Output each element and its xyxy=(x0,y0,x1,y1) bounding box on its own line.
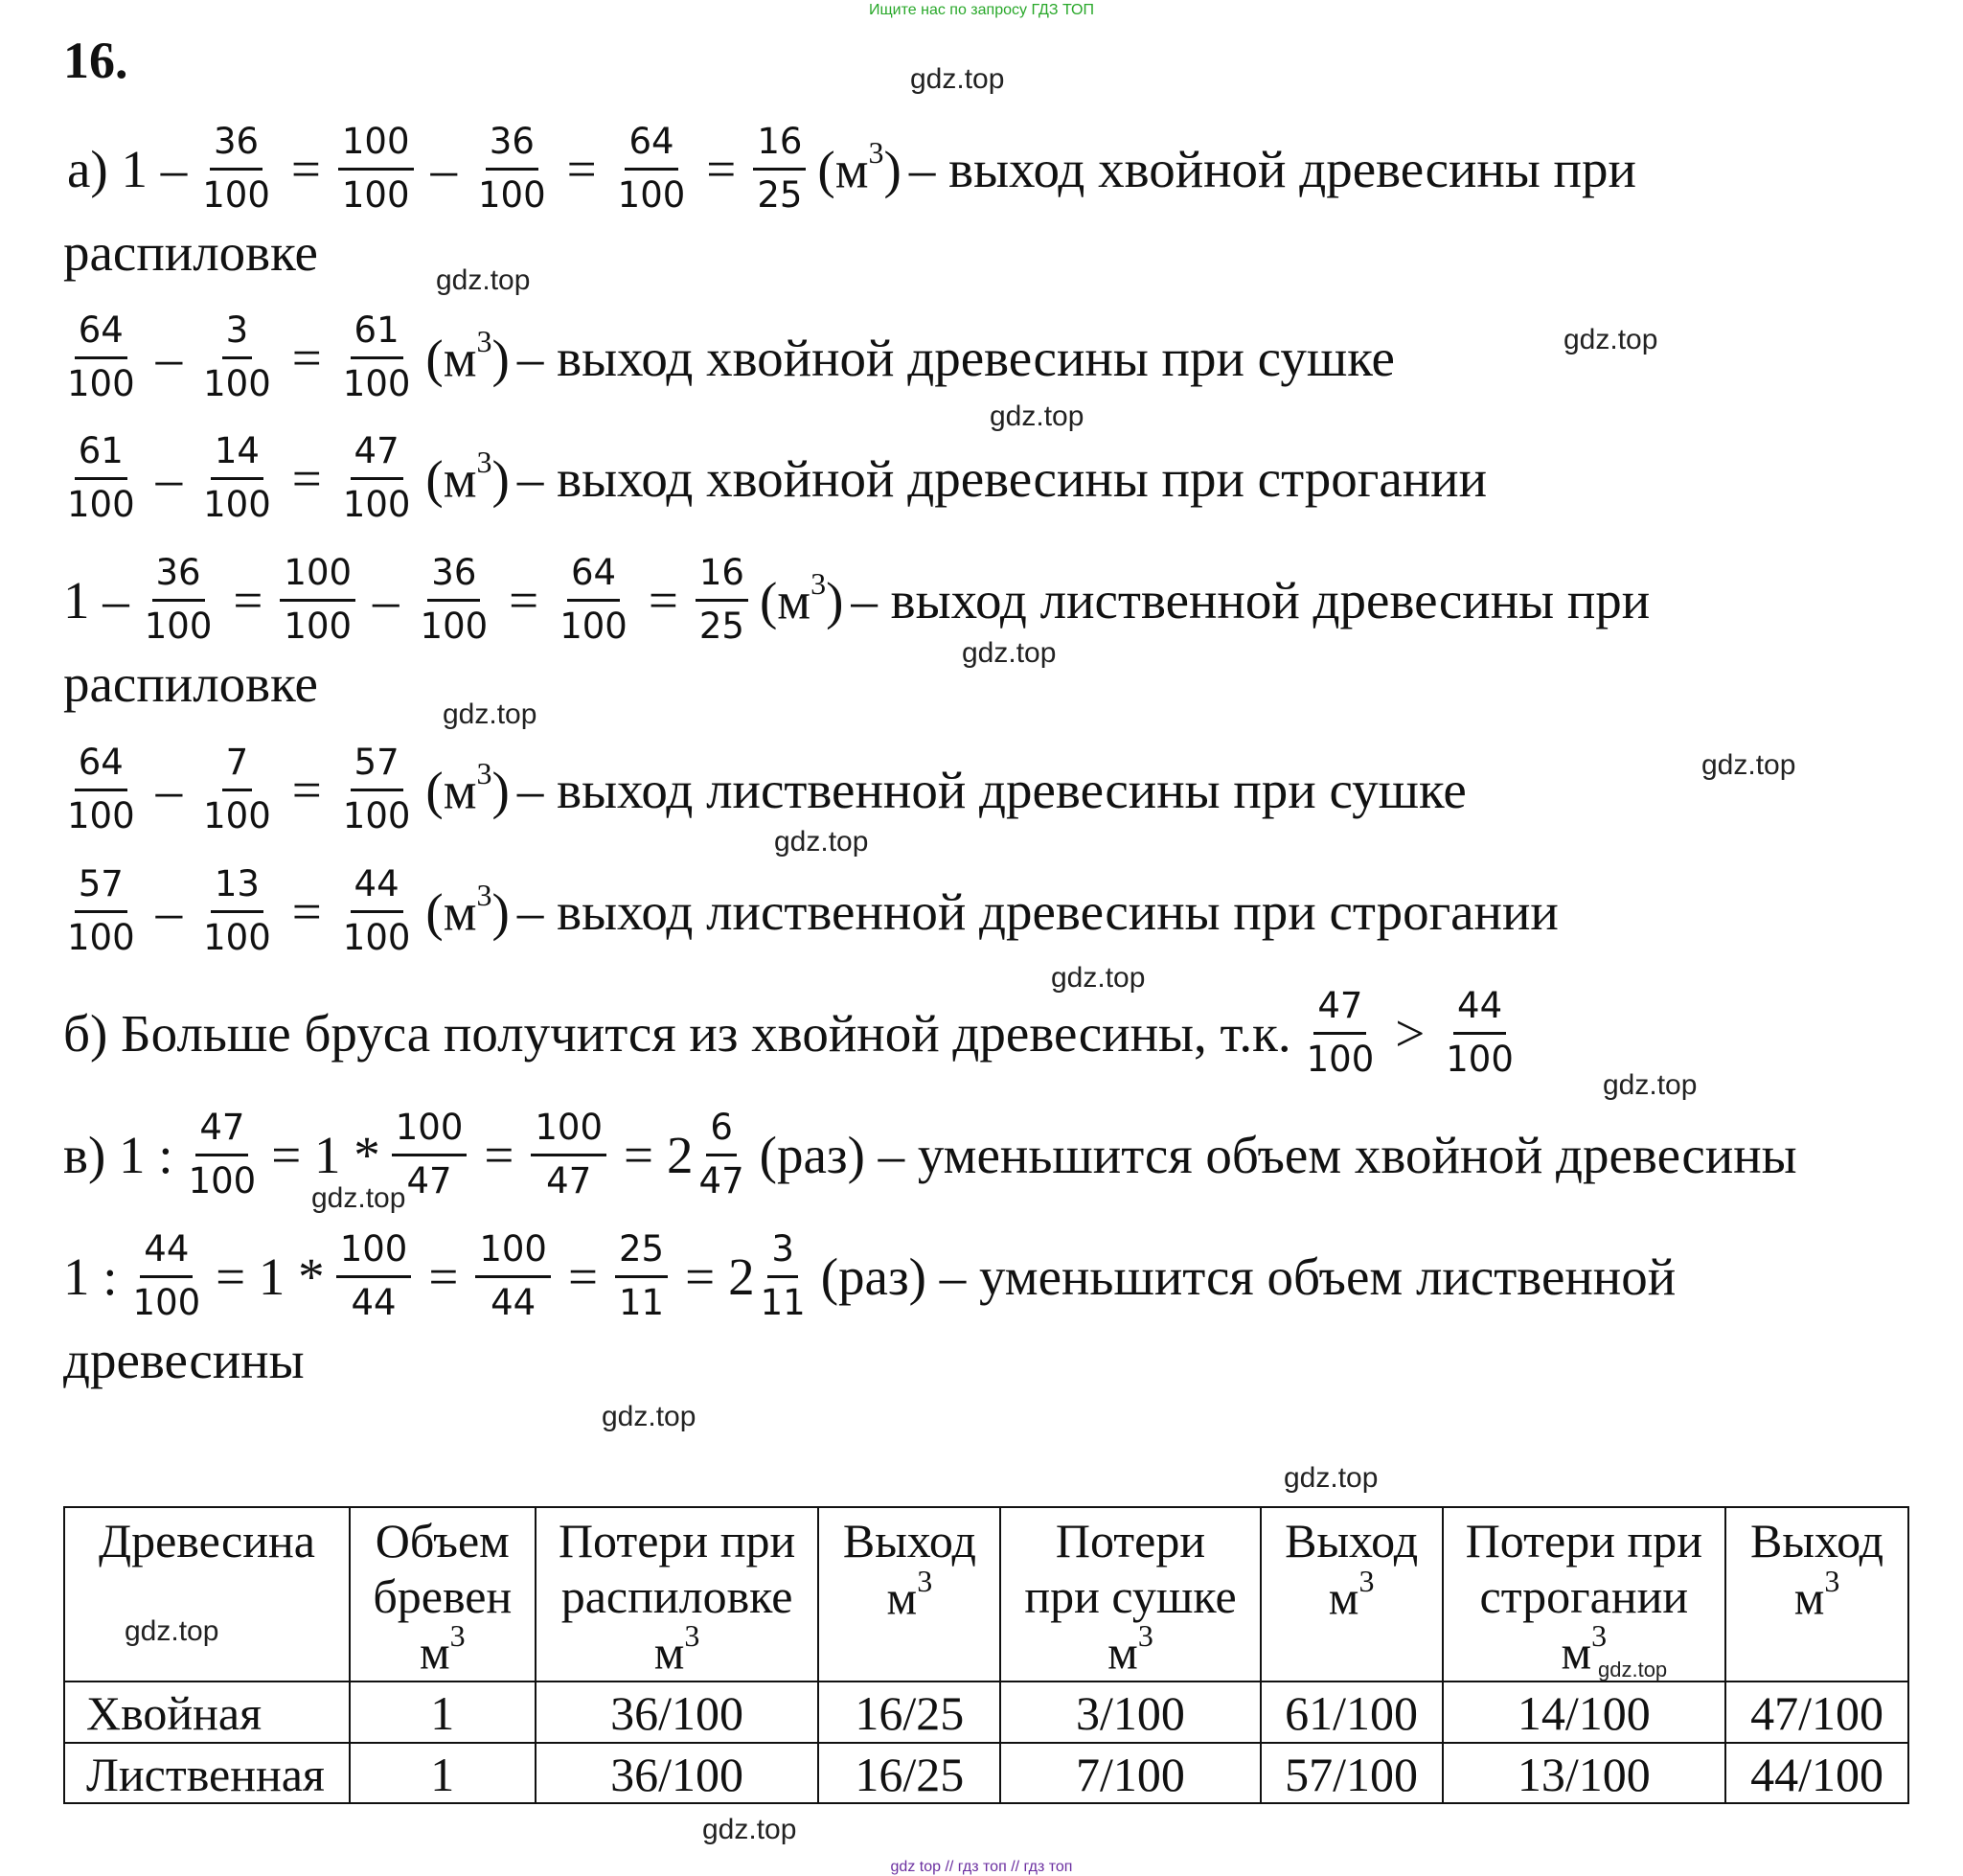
table-cell: 3/100 xyxy=(1000,1682,1260,1743)
description: – выход лиственной древесины при сушке xyxy=(516,760,1467,819)
unit: $(м^3)$ xyxy=(425,323,510,387)
fraction: $\frac{47}{100}$ xyxy=(188,1107,257,1201)
part-a-line-4: 1 – $\frac{36}{100}$ = $\frac{100}{100}$ – $\frac{36}{100}$ = $\frac{64}{100}$ = $\frac{16}{25}$ $(м^3)$ – выход лиственной древесины при xyxy=(63,552,1651,647)
fraction: $\frac{57}{100}$ xyxy=(342,742,411,836)
description: – выход хвойной древесины при сушке xyxy=(516,328,1395,387)
footer-links[interactable]: gdz top // гдз топ // гдз топ xyxy=(890,1859,1073,1875)
fraction: $\frac{25}{11}$ xyxy=(615,1230,668,1322)
table-header-row xyxy=(64,1507,1908,1682)
fraction: $\frac{44}{100}$ xyxy=(1446,985,1514,1080)
fraction: $\frac{64}{100}$ xyxy=(67,309,135,404)
unit: $(м^3)$ xyxy=(425,444,510,508)
part-c-line-2-cont: древесины xyxy=(63,1331,305,1389)
table-row xyxy=(64,1682,1908,1743)
watermark: gdz.top xyxy=(1598,1658,1668,1682)
table-cell: 7/100 xyxy=(1000,1743,1260,1804)
fraction: $\frac{44}{100}$ xyxy=(132,1228,201,1323)
part-a-line-1-cont: распиловке xyxy=(63,223,318,282)
wood-yield-table xyxy=(63,1506,1909,1804)
watermark: gdz.top xyxy=(443,698,537,730)
description: (раз) – уменьшится объем лиственной xyxy=(820,1247,1677,1306)
part-c-line-2: 1 : $\frac{44}{100}$ = 1 * $\frac{100}{44}$ = $\frac{100}{44}$ = $\frac{25}{11}$ = 2 $\frac{3}{11}$ (раз) – уменьшится объем лиственной xyxy=(63,1228,1677,1323)
table-cell: 57/100 xyxy=(1261,1743,1443,1804)
watermark: gdz.top xyxy=(774,826,869,858)
fraction: $\frac{100}{44}$ xyxy=(475,1230,551,1322)
description: – выход хвойной древесины при строгании xyxy=(516,448,1488,508)
unit: $(м^3)$ xyxy=(425,877,510,941)
watermark: gdz.top xyxy=(1564,324,1658,355)
fraction: $\frac{100}{100}$ xyxy=(280,554,355,646)
watermark: gdz.top xyxy=(1603,1069,1698,1101)
prefix: 1 : xyxy=(63,1247,118,1306)
prefix: а) 1 – xyxy=(67,139,188,198)
table-cell: 1 xyxy=(350,1743,536,1804)
header-cell: Потери при распиловке $м^3$ xyxy=(536,1507,819,1682)
search-banner[interactable]: Ищите нас по запросу ГДЗ ТОП xyxy=(869,2,1094,18)
header-cell: Выход $м^3$ xyxy=(1261,1507,1443,1682)
fraction: $\frac{16}{25}$ xyxy=(753,123,806,215)
table-cell: 13/100 xyxy=(1443,1743,1726,1804)
watermark: gdz.top xyxy=(990,400,1084,432)
unit: $(м^3)$ xyxy=(759,565,844,629)
part-a-line-4-cont: распиловке xyxy=(63,654,318,713)
prefix: в) 1 : xyxy=(63,1125,173,1184)
part-b: б) Больше бруса получится из хвойной древесины, т.к. $\frac{47}{100}$ > $\frac{44}{100}$ xyxy=(63,987,1525,1079)
header-cell: Объем бревен $м^3$ xyxy=(350,1507,536,1682)
fraction: $\frac{36}{100}$ xyxy=(202,121,270,216)
fraction: $\frac{16}{25}$ xyxy=(696,554,748,646)
table-cell: 47/100 xyxy=(1725,1682,1908,1743)
fraction: $\frac{14}{100}$ xyxy=(203,430,271,525)
fraction: $\frac{100}{47}$ xyxy=(531,1109,606,1201)
fraction: $\frac{47}{100}$ xyxy=(342,430,411,525)
fraction: $\frac{64}{100}$ xyxy=(67,742,135,836)
table-cell: 16/25 xyxy=(818,1682,1000,1743)
watermark: gdz.top xyxy=(1051,962,1146,994)
table-cell: 1 xyxy=(350,1682,536,1743)
header-cell: Древесина xyxy=(64,1507,350,1682)
fraction: $\frac{13}{100}$ xyxy=(203,863,271,958)
table-cell: 14/100 xyxy=(1443,1682,1726,1743)
fraction: $\frac{57}{100}$ xyxy=(67,863,135,958)
fraction: $\frac{61}{100}$ xyxy=(342,309,411,404)
part-a-line-6: $\frac{57}{100}$ – $\frac{13}{100}$ = $\frac{44}{100}$ $(м^3)$ – выход лиственной древесины при строгании xyxy=(63,865,1563,957)
part-c-line-1: в) 1 : $\frac{47}{100}$ = 1 * $\frac{100}{47}$ = $\frac{100}{47}$ = 2 $\frac{6}{47}$ (раз) – уменьшится объем хвойной древесины xyxy=(63,1107,1797,1201)
fraction: $\frac{64}{100}$ xyxy=(617,121,686,216)
fraction: $\frac{36}{100}$ xyxy=(478,121,546,216)
unit: $(м^3)$ xyxy=(817,134,902,198)
description: – выход хвойной древесины при xyxy=(908,139,1636,198)
fraction: $\frac{61}{100}$ xyxy=(67,430,135,525)
fraction: $\frac{47}{100}$ xyxy=(1306,985,1375,1080)
fraction: $\frac{7}{100}$ xyxy=(203,742,271,836)
fraction: $\frac{3}{100}$ xyxy=(203,309,271,404)
header-cell: Выход $м^3$ xyxy=(818,1507,1000,1682)
watermark: gdz.top xyxy=(125,1615,219,1647)
fraction: $\frac{44}{100}$ xyxy=(342,863,411,958)
watermark: gdz.top xyxy=(436,264,531,296)
watermark: gdz.top xyxy=(1284,1462,1379,1494)
table-cell: 36/100 xyxy=(536,1743,819,1804)
fraction: $\frac{36}{100}$ xyxy=(144,552,213,647)
description: – выход лиственной древесины при строгании xyxy=(516,881,1559,941)
table-cell: 61/100 xyxy=(1261,1682,1443,1743)
description: (раз) – уменьшится объем хвойной древесины xyxy=(759,1125,1797,1184)
part-a-line-2: $\frac{64}{100}$ – $\frac{3}{100}$ = $\frac{61}{100}$ $(м^3)$ – выход хвойной древесины при сушке xyxy=(63,311,1399,403)
watermark: gdz.top xyxy=(702,1814,797,1845)
fraction: $\frac{100}{47}$ xyxy=(392,1109,468,1201)
part-a-line-1: а) 1 – $\frac{36}{100}$ = $\frac{100}{100}$ – $\frac{36}{100}$ = $\frac{64}{100}$ = $\frac{16}{25}$ $(м^3)$ – выход хвойной древесины при xyxy=(67,121,1636,216)
table-cell: 16/25 xyxy=(818,1743,1000,1804)
prefix: 1 – xyxy=(63,570,129,629)
part-a-line-5: $\frac{64}{100}$ – $\frac{7}{100}$ = $\frac{57}{100}$ $(м^3)$ – выход лиственной древесины при сушке xyxy=(63,744,1471,835)
description: – выход лиственной древесины при xyxy=(851,570,1651,629)
header-cell: Потери при строгании $м^3$ xyxy=(1443,1507,1726,1682)
mixed-number: 2 $\frac{3}{11}$ xyxy=(728,1228,806,1323)
table-cell: 36/100 xyxy=(536,1682,819,1743)
watermark: gdz.top xyxy=(311,1182,406,1214)
watermark: gdz.top xyxy=(910,63,1005,95)
watermark: gdz.top xyxy=(602,1401,696,1432)
header-cell: Выход $м^3$ xyxy=(1725,1507,1908,1682)
table-row xyxy=(64,1743,1908,1804)
fraction: $\frac{100}{100}$ xyxy=(338,123,414,215)
table-cell: Лиственная xyxy=(64,1743,350,1804)
mixed-number: 2 $\frac{6}{47}$ xyxy=(667,1107,744,1201)
description: б) Больше бруса получится из хвойной древесины, т.к. xyxy=(63,1003,1291,1063)
table-cell: 44/100 xyxy=(1725,1743,1908,1804)
table-cell: Хвойная xyxy=(64,1682,350,1743)
unit: $(м^3)$ xyxy=(425,755,510,819)
watermark: gdz.top xyxy=(1701,749,1796,781)
watermark: gdz.top xyxy=(962,637,1057,669)
fraction: $\frac{64}{100}$ xyxy=(559,552,628,647)
fraction: $\frac{36}{100}$ xyxy=(420,552,489,647)
fraction: $\frac{100}{44}$ xyxy=(336,1230,412,1322)
header-cell: Потери при сушке $м^3$ xyxy=(1000,1507,1260,1682)
problem-number: 16. xyxy=(63,32,128,89)
part-a-line-3: $\frac{61}{100}$ – $\frac{14}{100}$ = $\frac{47}{100}$ $(м^3)$ – выход хвойной древесины при строгании xyxy=(63,432,1491,524)
